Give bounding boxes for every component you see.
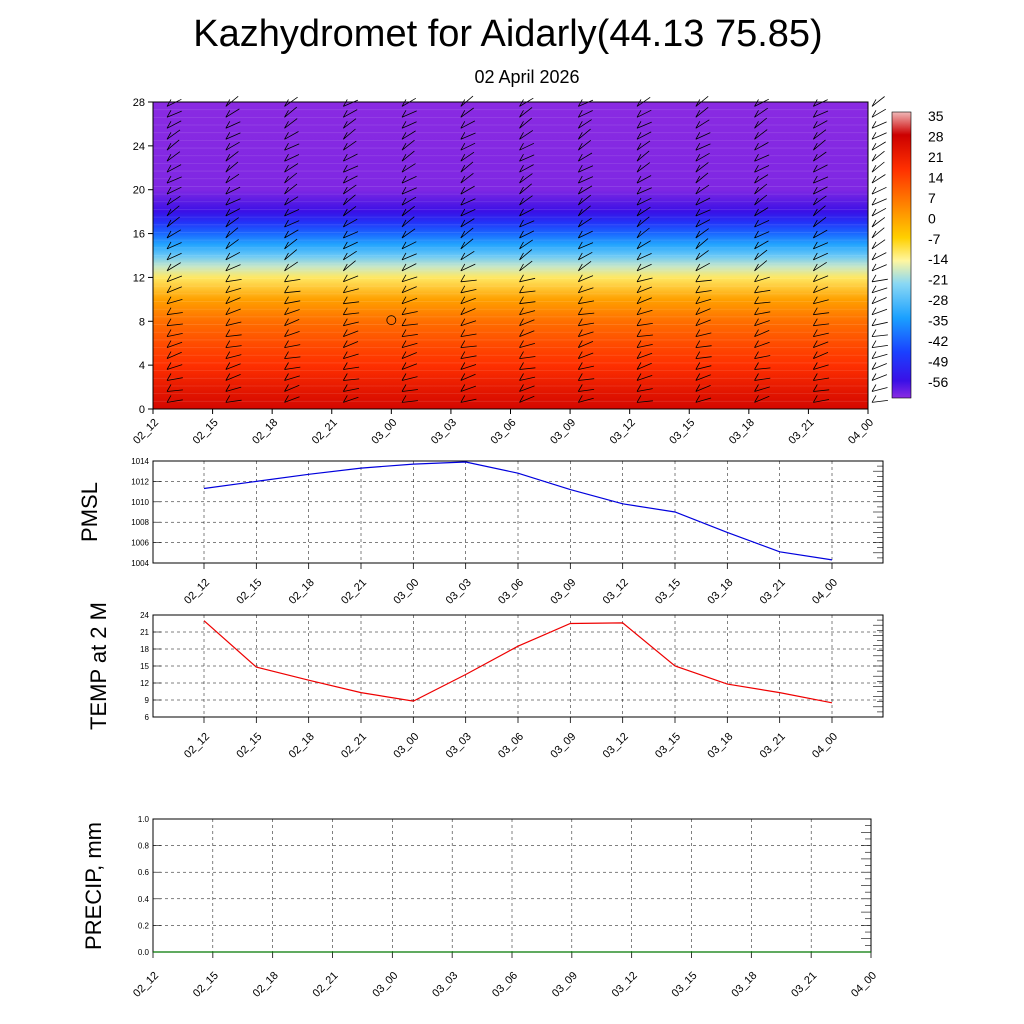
y-tick-label: 9 — [144, 696, 149, 705]
x-tick-label: 02_15 — [234, 576, 265, 607]
x-tick-label: 03_21 — [786, 416, 817, 447]
x-tick-label: 03_18 — [705, 730, 736, 761]
y-tick-label: 28 — [132, 97, 145, 109]
y-tick-label: 18 — [140, 645, 149, 654]
colorbar-label: -14 — [928, 251, 949, 268]
y-tick-label: 4 — [138, 360, 145, 373]
colorbar-label: -56 — [928, 374, 949, 390]
x-tick-label: 03_12 — [609, 969, 640, 1000]
x-tick-label: 04_00 — [810, 576, 841, 607]
wind-barb — [872, 395, 888, 402]
x-tick-label: 03_15 — [653, 576, 684, 607]
wind-barb — [872, 187, 887, 194]
wind-barb — [872, 374, 887, 381]
colorbar-label: 7 — [928, 189, 936, 206]
wind-barb — [872, 319, 888, 326]
wind-barb — [872, 297, 887, 304]
y-tick-label: 0.8 — [137, 841, 149, 851]
y-tick-label: 1014 — [131, 457, 149, 466]
temperature-cross-section — [131, 96, 888, 447]
x-tick-label: 02_18 — [286, 576, 317, 607]
wind-barb — [872, 217, 885, 227]
x-tick-label: 03_03 — [428, 416, 460, 447]
wind-barb — [872, 121, 887, 128]
wind-barb — [872, 264, 887, 271]
x-tick-label: 03_18 — [705, 576, 736, 607]
colorbar — [892, 108, 948, 398]
colorbar-label: 0 — [928, 210, 936, 227]
wind-barb — [872, 228, 884, 238]
x-tick-label: 03_15 — [653, 730, 684, 761]
x-tick-label: 03_03 — [443, 576, 474, 607]
y-tick-label: 0.0 — [137, 948, 149, 957]
x-tick-label: 03_12 — [607, 416, 638, 447]
colorbar-label: 21 — [928, 148, 944, 165]
colorbar-label: -28 — [928, 292, 949, 309]
colorbar-label: -7 — [928, 230, 941, 247]
wind-barb — [872, 198, 887, 205]
x-tick-label: 03_06 — [488, 416, 519, 447]
y-tick-label: 0.2 — [137, 921, 149, 931]
x-tick-label: 03_09 — [548, 730, 579, 761]
y-tick-label: 1010 — [131, 497, 149, 507]
colorbar-label: -35 — [928, 312, 949, 329]
x-tick-label: 04_00 — [810, 730, 841, 761]
colorbar-ramp — [892, 112, 911, 398]
y-tick-label: 1006 — [131, 538, 149, 548]
wind-barb — [872, 97, 885, 107]
x-tick-label: 03_21 — [757, 576, 788, 607]
x-tick-label: 02_12 — [182, 576, 213, 607]
wind-barb — [872, 341, 888, 348]
y-tick-label: 20 — [132, 184, 145, 197]
y-tick-label: 21 — [140, 628, 149, 637]
wind-barb — [872, 385, 888, 392]
x-tick-label: 03_06 — [490, 969, 521, 1000]
pmsl-panel — [77, 457, 883, 607]
x-tick-label: 02_21 — [309, 416, 340, 447]
colorbar-label: 14 — [928, 169, 944, 186]
x-tick-label: 02_18 — [250, 969, 281, 1000]
wind-barb — [872, 275, 888, 282]
wind-barb — [872, 308, 887, 315]
x-tick-label: 03_00 — [369, 416, 400, 447]
x-tick-label: 02_12 — [131, 416, 162, 447]
x-tick-label: 02_21 — [339, 576, 370, 607]
y-tick-label: 1004 — [131, 559, 149, 568]
wind-barb — [872, 175, 885, 184]
x-tick-label: 02_15 — [234, 730, 265, 761]
x-tick-label: 03_00 — [391, 730, 422, 761]
y-tick-label: 8 — [138, 316, 145, 329]
colorbar-label: -21 — [928, 271, 949, 288]
y-tick-label: 15 — [140, 662, 149, 671]
y-axis-title: PMSL — [77, 482, 102, 542]
x-tick-label: 02_15 — [190, 416, 221, 447]
y-tick-label: 12 — [140, 679, 149, 688]
y-axis-title: TEMP at 2 M — [86, 602, 111, 730]
x-tick-label: 03_21 — [757, 730, 788, 761]
x-tick-label: 03_06 — [496, 730, 527, 761]
wind-barb — [872, 109, 886, 117]
colorbar-label: -42 — [928, 333, 949, 350]
wind-barb — [872, 240, 885, 249]
wind-barb — [872, 286, 887, 293]
wind-barb — [872, 132, 887, 139]
x-tick-label: 02_15 — [190, 969, 221, 1000]
x-tick-label: 03_09 — [548, 416, 579, 447]
x-tick-label: 02_12 — [131, 969, 162, 1000]
chart-subtitle: 02 April 2026 — [474, 67, 580, 87]
wind-barb — [872, 363, 887, 370]
wind-barb — [872, 151, 885, 161]
x-tick-label: 03_21 — [789, 969, 820, 1000]
x-tick-label: 02_18 — [250, 416, 281, 447]
precip-panel — [81, 815, 879, 1000]
wind-barb — [872, 142, 886, 150]
x-tick-label: 03_06 — [496, 576, 527, 607]
y-tick-label: 12 — [132, 272, 145, 285]
y-tick-label: 24 — [132, 140, 145, 153]
chart-title: Kazhydromet for Aidarly(44.13 75.85) — [193, 13, 823, 55]
x-tick-label: 04_00 — [849, 969, 880, 1000]
x-tick-label: 03_00 — [391, 576, 422, 607]
y-tick-label: 6 — [144, 713, 149, 722]
x-tick-label: 04_00 — [846, 416, 877, 447]
y-tick-label: 16 — [132, 228, 145, 241]
x-tick-label: 03_00 — [370, 969, 401, 1000]
y-tick-label: 0.4 — [137, 894, 149, 904]
x-tick-label: 03_12 — [600, 576, 631, 607]
colorbar-label: -49 — [928, 353, 949, 370]
y-axis-title: PRECIP, mm — [81, 822, 106, 950]
x-tick-label: 03_18 — [729, 969, 760, 1000]
y-tick-label: 1012 — [131, 477, 149, 487]
y-tick-label: 0.6 — [137, 868, 149, 878]
x-tick-label: 02_21 — [310, 969, 341, 1000]
y-tick-label: 1.0 — [137, 815, 149, 824]
x-tick-label: 02_12 — [182, 730, 213, 761]
x-tick-label: 02_18 — [286, 730, 317, 761]
x-tick-label: 03_12 — [600, 730, 631, 761]
x-tick-label: 02_21 — [339, 730, 370, 761]
wind-barb — [872, 162, 884, 172]
colorbar-label: 35 — [928, 108, 944, 124]
x-tick-label: 03_15 — [667, 416, 698, 447]
y-tick-label: 24 — [140, 611, 149, 620]
x-tick-label: 03_03 — [443, 730, 474, 761]
wind-barb — [872, 352, 887, 359]
temp-2m-panel — [86, 602, 883, 761]
colorbar-label: 28 — [928, 128, 944, 145]
x-tick-label: 03_09 — [549, 969, 580, 1000]
x-tick-label: 03_09 — [548, 576, 579, 607]
wind-barb — [872, 330, 888, 337]
y-tick-label: 1008 — [131, 518, 149, 528]
y-tick-label: 0 — [138, 404, 145, 416]
x-tick-label: 03_15 — [669, 969, 700, 1000]
x-tick-label: 03_18 — [726, 416, 757, 447]
wind-barb — [872, 208, 886, 216]
wind-barb — [872, 253, 886, 260]
x-tick-label: 03_03 — [430, 969, 461, 1000]
